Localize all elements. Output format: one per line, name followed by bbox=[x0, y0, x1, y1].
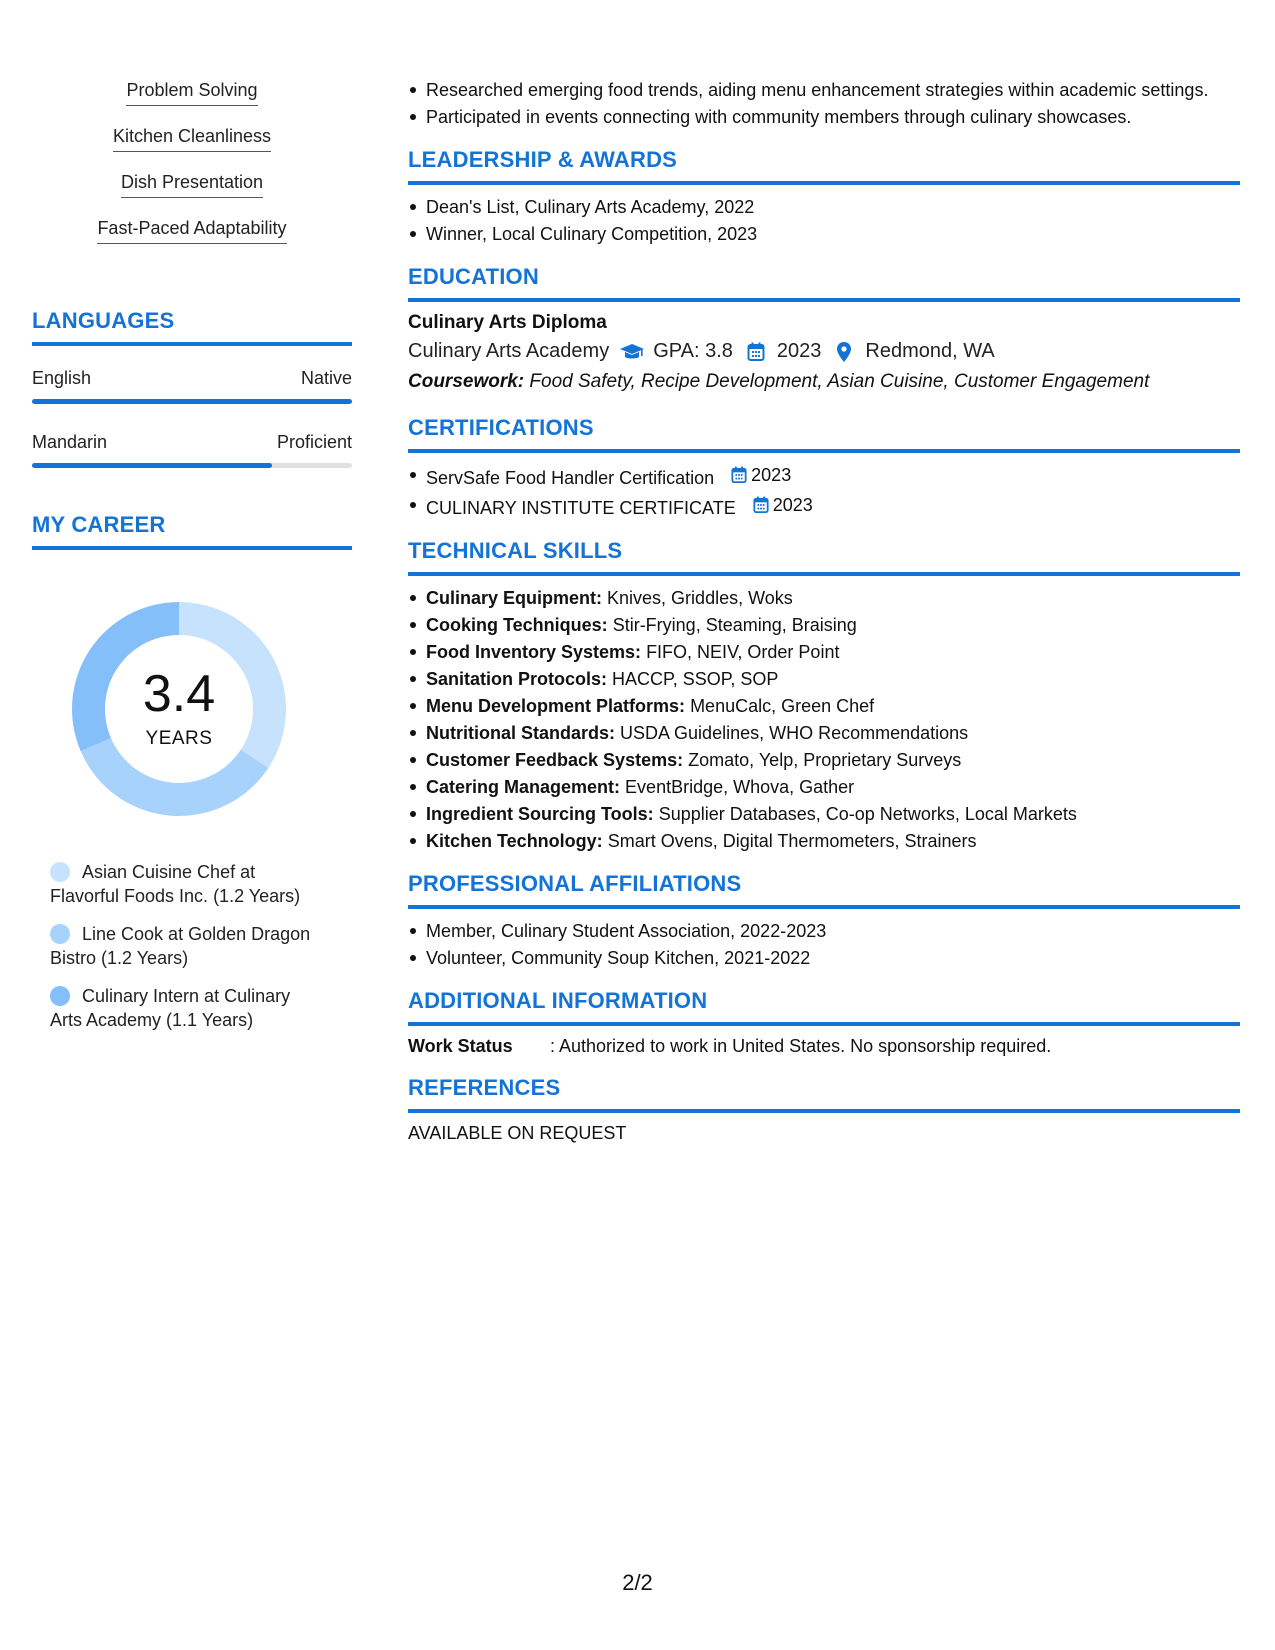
skill-item: Dish Presentation bbox=[121, 172, 263, 198]
list-item bbox=[408, 463, 1240, 490]
skill-label: Nutritional Standards: bbox=[426, 723, 616, 743]
language-name: English bbox=[32, 368, 92, 388]
language-row bbox=[32, 368, 352, 389]
section-rule bbox=[32, 546, 352, 550]
section-title: EDUCATION bbox=[408, 264, 539, 289]
list-item: Participated in events connecting with community members through culinary showcases. bbox=[408, 105, 1240, 129]
section-title: TECHNICAL SKILLS bbox=[408, 538, 623, 563]
skill-label: Food Inventory Systems: bbox=[426, 642, 642, 662]
skill-value: USDA Guidelines, WHO Recommendations bbox=[620, 723, 969, 743]
list-item bbox=[408, 748, 1240, 772]
list-item bbox=[408, 775, 1240, 799]
list-item bbox=[408, 721, 1240, 745]
cert-name: ServSafe Food Handler Certification bbox=[426, 468, 715, 488]
section-title: ADDITIONAL INFORMATION bbox=[408, 988, 708, 1013]
career-donut-chart bbox=[64, 594, 294, 824]
list-item bbox=[408, 586, 1240, 610]
skill-value: MenuCalc, Green Chef bbox=[690, 696, 875, 716]
info-value: : Authorized to work in United States. No sponsorship required. bbox=[550, 1036, 1052, 1056]
graduation-cap-icon bbox=[619, 341, 645, 363]
skill-value: Supplier Databases, Co-op Networks, Local Markets bbox=[658, 804, 1077, 824]
references-section bbox=[408, 1075, 1240, 1144]
list-item bbox=[408, 829, 1240, 853]
skill-label: Menu Development Platforms: bbox=[426, 696, 686, 716]
calendar-icon bbox=[753, 496, 769, 514]
certifications-list bbox=[408, 463, 1240, 520]
skill-item: Kitchen Cleanliness bbox=[113, 126, 271, 152]
skill-label: Catering Management: bbox=[426, 777, 621, 797]
skill-label: Sanitation Protocols: bbox=[426, 669, 608, 689]
location-pin-icon bbox=[831, 341, 857, 363]
legend-dot bbox=[50, 862, 70, 882]
section-title: PROFESSIONAL AFFILIATIONS bbox=[408, 871, 742, 896]
language-list bbox=[32, 368, 352, 468]
languages-section bbox=[32, 308, 352, 468]
leadership-list bbox=[408, 195, 1240, 246]
languages-title: LANGUAGES bbox=[32, 308, 175, 333]
language-bar bbox=[32, 399, 352, 404]
section-rule bbox=[408, 905, 1240, 909]
language-bar-fill bbox=[32, 399, 352, 404]
right-column bbox=[408, 78, 1240, 1144]
references-text: AVAILABLE ON REQUEST bbox=[408, 1123, 627, 1143]
legend-label: Asian Cuisine Chef at Flavorful Foods Inc. (1.2 Years) bbox=[50, 862, 301, 906]
skill-value: FIFO, NEIV, Order Point bbox=[646, 642, 840, 662]
legend-item bbox=[50, 922, 322, 970]
section-rule bbox=[408, 181, 1240, 185]
section-title: CERTIFICATIONS bbox=[408, 415, 594, 440]
list-item: Winner, Local Culinary Competition, 2023 bbox=[408, 222, 1240, 246]
language-row bbox=[32, 432, 352, 453]
skills-list bbox=[32, 80, 352, 264]
skill-value: Knives, Griddles, Woks bbox=[607, 588, 793, 608]
degree-title: Culinary Arts Diploma bbox=[408, 312, 607, 333]
affiliations-section bbox=[408, 871, 1240, 970]
skill-item: Problem Solving bbox=[126, 80, 257, 106]
career-section bbox=[32, 512, 352, 1032]
cert-year: 2023 bbox=[751, 465, 792, 485]
skill-value: Stir-Frying, Steaming, Braising bbox=[612, 615, 857, 635]
education-location: Redmond, WA bbox=[865, 340, 995, 362]
graduation-year: 2023 bbox=[776, 340, 822, 362]
language-bar-fill bbox=[32, 463, 272, 468]
skill-value: HACCP, SSOP, SOP bbox=[612, 669, 779, 689]
section-rule bbox=[408, 572, 1240, 576]
certifications-section bbox=[408, 415, 1240, 520]
skill-value: Smart Ovens, Digital Thermometers, Strainers bbox=[607, 831, 977, 851]
technical-skills-section bbox=[408, 538, 1240, 853]
list-item bbox=[408, 667, 1240, 691]
skill-value: Zomato, Yelp, Proprietary Surveys bbox=[688, 750, 962, 770]
calendar-icon bbox=[731, 466, 747, 484]
list-item bbox=[408, 694, 1240, 718]
language-level: Proficient bbox=[276, 432, 352, 452]
gpa: GPA: 3.8 bbox=[653, 340, 733, 362]
list-item bbox=[408, 640, 1240, 664]
section-title: REFERENCES bbox=[408, 1075, 561, 1100]
coursework-text: Food Safety, Recipe Development, Asian Cuisine, Customer Engagement bbox=[529, 371, 1150, 392]
cert-date bbox=[731, 463, 791, 487]
legend-label: Line Cook at Golden Dragon Bistro (1.2 Years) bbox=[50, 924, 311, 968]
section-rule bbox=[408, 1109, 1240, 1113]
list-item: Researched emerging food trends, aiding menu enhancement strategies within academic settings. bbox=[408, 78, 1240, 102]
info-key: Work Status bbox=[408, 1036, 513, 1056]
list-item: Member, Culinary Student Association, 2022-2023 bbox=[408, 919, 1240, 943]
career-total: 3.4 bbox=[142, 665, 216, 723]
section-rule bbox=[32, 342, 352, 346]
skill-label: Cooking Techniques: bbox=[426, 615, 608, 635]
coursework-label: Coursework: bbox=[408, 371, 525, 392]
cert-date bbox=[753, 493, 813, 517]
list-item bbox=[408, 613, 1240, 637]
skill-item: Fast-Paced Adaptability bbox=[97, 218, 286, 244]
affiliations-list bbox=[408, 919, 1240, 970]
skill-label: Customer Feedback Systems: bbox=[426, 750, 684, 770]
list-item bbox=[408, 802, 1240, 826]
section-rule bbox=[408, 449, 1240, 453]
skill-label: Ingredient Sourcing Tools: bbox=[426, 804, 654, 824]
career-title: MY CAREER bbox=[32, 512, 166, 537]
leadership-section bbox=[408, 147, 1240, 246]
calendar-icon bbox=[743, 341, 769, 363]
technical-skills-list bbox=[408, 586, 1240, 853]
left-column bbox=[32, 80, 352, 1046]
experience-bullets bbox=[408, 78, 1240, 129]
list-item bbox=[408, 493, 1240, 520]
info-row bbox=[408, 1036, 1240, 1057]
legend-dot bbox=[50, 924, 70, 944]
skill-label: Culinary Equipment: bbox=[426, 588, 603, 608]
additional-info-section bbox=[408, 988, 1240, 1057]
skill-label: Kitchen Technology: bbox=[426, 831, 603, 851]
legend-dot bbox=[50, 986, 70, 1006]
education-section bbox=[408, 264, 1240, 393]
coursework bbox=[408, 371, 1240, 393]
cert-name: CULINARY INSTITUTE CERTIFICATE bbox=[426, 498, 736, 518]
language-name: Mandarin bbox=[32, 432, 108, 452]
section-title: LEADERSHIP & AWARDS bbox=[408, 147, 678, 172]
school-name: Culinary Arts Academy bbox=[408, 340, 610, 362]
page-number: 2/2 bbox=[622, 1570, 653, 1595]
education-meta bbox=[408, 340, 1240, 363]
career-legend bbox=[32, 860, 322, 1032]
list-item: Dean's List, Culinary Arts Academy, 2022 bbox=[408, 195, 1240, 219]
legend-item bbox=[50, 984, 322, 1032]
section-rule bbox=[408, 298, 1240, 302]
language-level: Native bbox=[300, 368, 352, 388]
career-unit: YEARS bbox=[145, 728, 213, 749]
skill-value: EventBridge, Whova, Gather bbox=[625, 777, 855, 797]
list-item: Volunteer, Community Soup Kitchen, 2021-2022 bbox=[408, 946, 1240, 970]
section-rule bbox=[408, 1022, 1240, 1026]
cert-year: 2023 bbox=[772, 495, 813, 515]
legend-item bbox=[50, 860, 322, 908]
language-bar bbox=[32, 463, 352, 468]
legend-label: Culinary Intern at Culinary Arts Academy (1.1 Years) bbox=[50, 986, 291, 1030]
